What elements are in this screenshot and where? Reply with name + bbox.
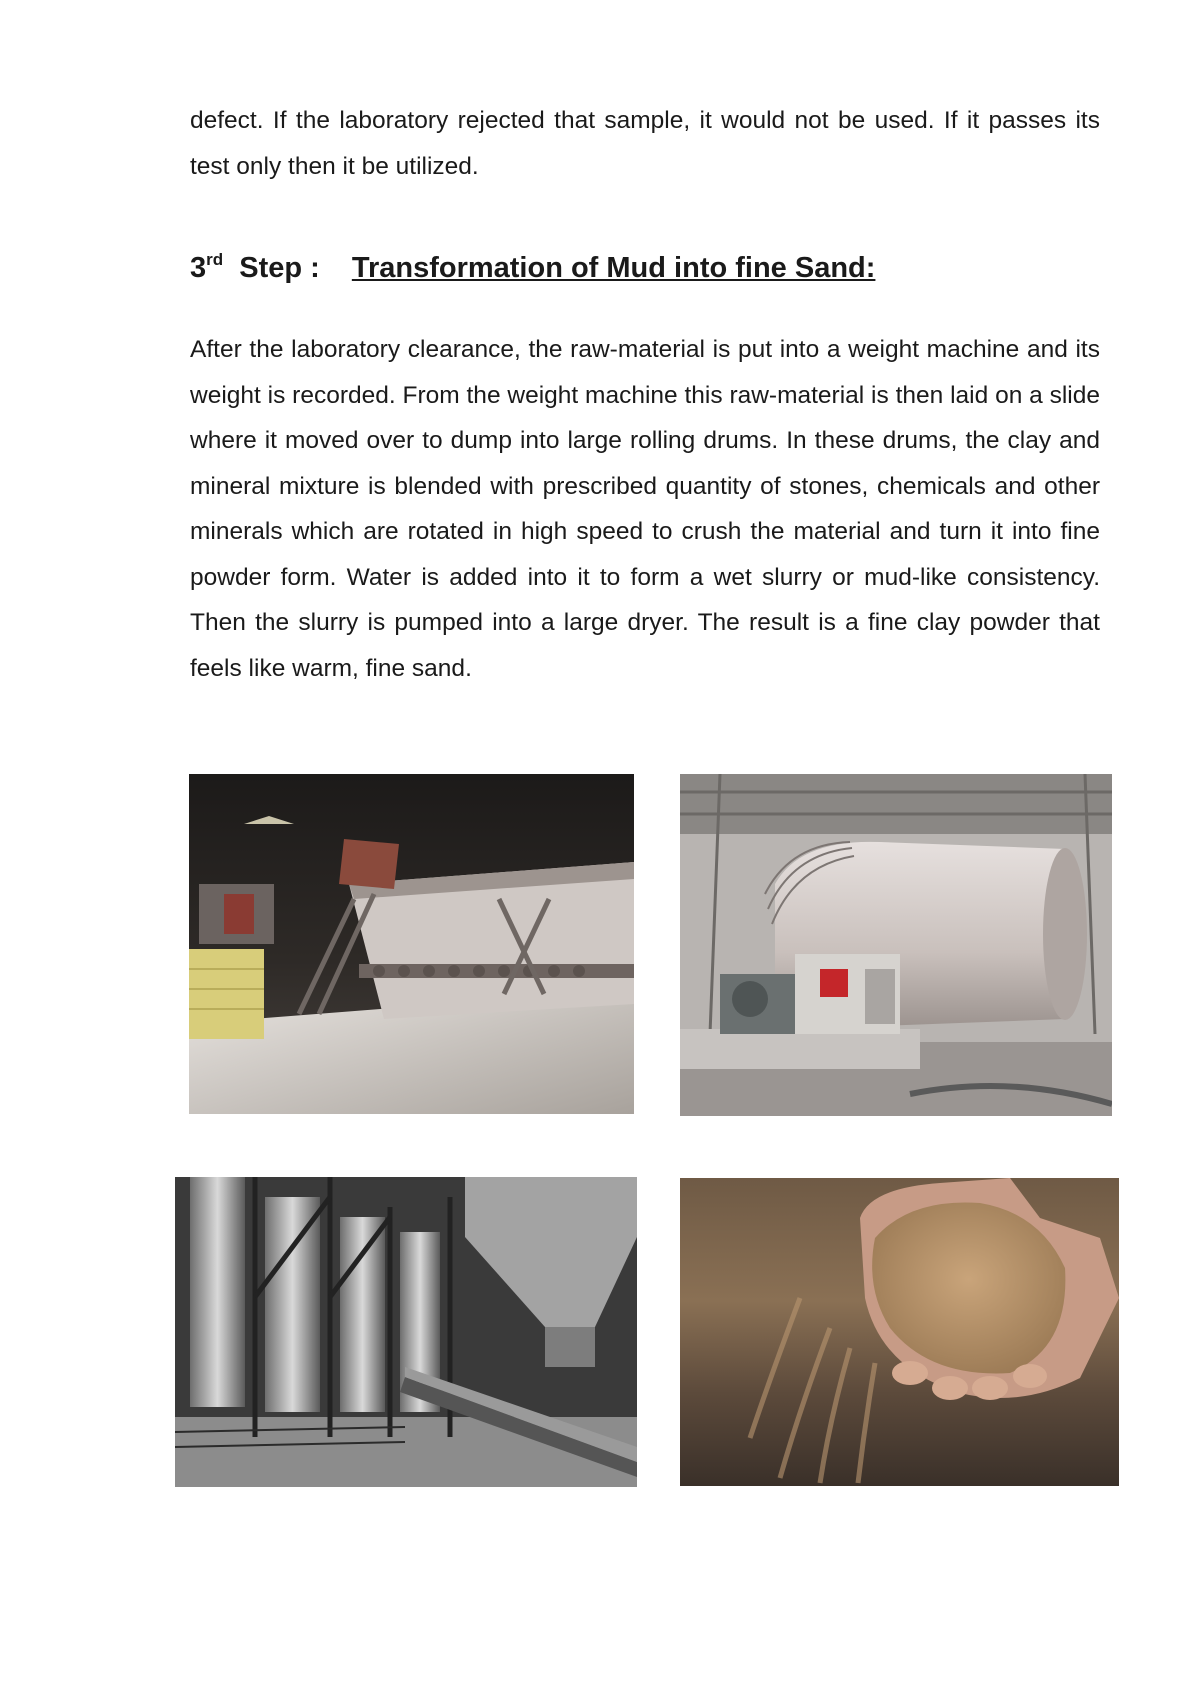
silos-conveyor-photo (175, 1177, 637, 1487)
step-title: Transformation of Mud into fine Sand: (351, 252, 876, 284)
step-label (190, 240, 320, 288)
continuation-paragraph: defect. If the laboratory rejected that sample, it would not be used. If it passes its test only then it be utilized. (190, 107, 1100, 180)
fine-sand-hand-photo (680, 1178, 1119, 1486)
step-word: Step : (239, 252, 320, 284)
step-number: 3 (190, 252, 207, 284)
ball-mill-drum-photo (680, 774, 1112, 1116)
step-suffix: rd (206, 250, 224, 269)
process-paragraph: After the laboratory clearance, the raw-material is put into a weight machine and its weight is recorded. From the weight machine this raw-material is then laid on a slide where it moved over to dump into large rolling drums. In these drums, the clay and mineral mixture is blended with prescribed quantity of stones, chemicals and other minerals which are rotated in high speed to crush the material and turn it into fine powder form. Water is added into it to form a wet slurry or mud-like consistency. Then the slurry is pumped into a large dryer. The result is a fine clay powder that feels like warm, fine sand. (190, 336, 1100, 682)
step-heading (190, 240, 875, 288)
feeder-machine-photo (189, 774, 634, 1114)
